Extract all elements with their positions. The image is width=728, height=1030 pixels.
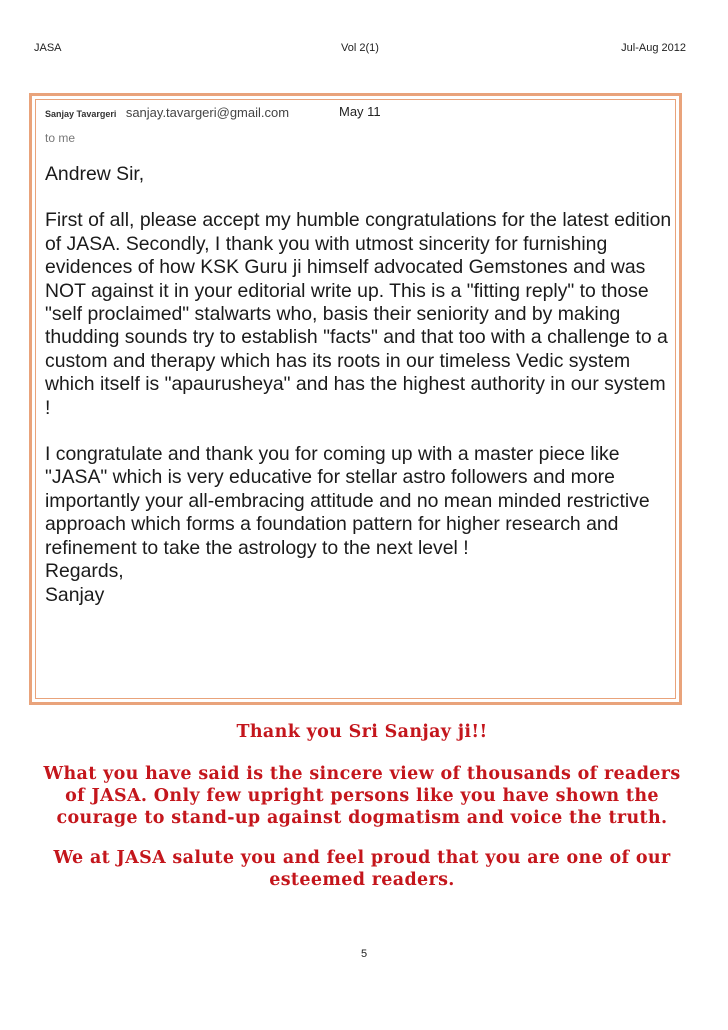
sender-email: sanjay.tavargeri@gmail.com (125, 105, 290, 120)
email-paragraph-2: I congratulate and thank you for coming up with a master piece like "JASA" which is very educative for stellar astro followers and more importantly your all-embracing attitude and no mean minded restrictive approach which forms a foundation pattern for higher research and refinement to take the astrology to the next level ! (45, 443, 650, 559)
email-closing: Regards, (45, 560, 124, 583)
sender-name: Sanjay Tavargeri (45, 109, 117, 119)
email-recipient: to me (45, 131, 76, 145)
reply-thanks: Thank you Sri Sanjay ji!! (236, 722, 488, 742)
editor-reply (34, 721, 690, 891)
email-paragraph-1: First of all, please accept my humble congratulations for the latest edition of JASA. Secondly, I thank you with utmost sincerity for furnishing evidences of how KSK Guru ji himself advocated Gemstones and was NOT against it in your editorial write up. This is a "fitting reply" to those "self proclaimed" stalwarts who, basis their seniority and by making thudding sounds try to establish "facts" and that too with a challenge to a custom and therapy which has its roots in our timeless Vedic system which itself is "apaurusheya" and has the highest authority in our system ! (45, 209, 672, 419)
email-meta (45, 104, 381, 122)
page-number: 5 (360, 948, 368, 960)
email-greeting: Andrew Sir, (45, 163, 145, 185)
reply-paragraph-2: We at JASA salute you and feel proud that you are one of our esteemed readers. (53, 848, 671, 890)
header-volume: Vol 2(1) (341, 42, 379, 54)
email-signature: Sanjay (45, 583, 105, 606)
email-body (45, 163, 675, 607)
reply-paragraph-1: What you have said is the sincere view of thousands of readers of JASA. Only few upright persons like you have shown the courage to stand-up against dogmatism and voice the truth. (43, 764, 681, 828)
email-date: May 11 (339, 104, 381, 119)
page-header (34, 42, 686, 56)
header-issue-date: Jul-Aug 2012 (621, 42, 686, 54)
paragraph-gap (45, 420, 675, 443)
paragraph-gap (45, 186, 675, 209)
header-journal-name: JASA (34, 42, 62, 54)
